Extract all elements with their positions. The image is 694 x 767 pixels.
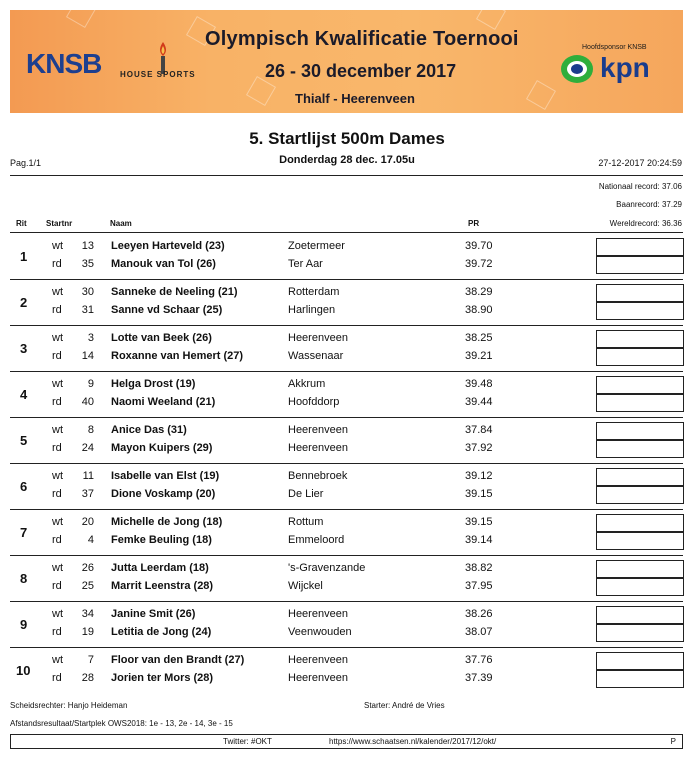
start-number: 31: [81, 304, 94, 316]
skater-name: Helga Drost (19): [111, 378, 196, 390]
skater-club: Heerenveen: [288, 424, 348, 436]
skater-name: Sanneke de Neeling (21): [111, 286, 238, 298]
result-box: [596, 468, 684, 486]
skater-name: Sanne vd Schaar (25): [111, 304, 223, 316]
print-date: 27-12-2017 20:24:59: [598, 158, 682, 168]
world-record: Wereldrecord: 36.36: [609, 219, 682, 228]
start-number: 19: [81, 626, 94, 638]
skater-club: Akkrum: [288, 378, 326, 390]
skater-name: Manouk van Tol (26): [111, 258, 216, 270]
personal-record: 39.70: [465, 240, 493, 252]
skater-club: Heerenveen: [288, 442, 348, 454]
starter: Starter: André de Vries: [364, 701, 445, 710]
rit-divider: [10, 325, 683, 326]
skater-club: Emmeloord: [288, 534, 345, 546]
personal-record: 39.12: [465, 470, 493, 482]
house-of-sports-logo: HOUSE SPORTS: [120, 40, 220, 90]
skater-club: Hoofddorp: [288, 396, 340, 408]
track-record: Baanrecord: 37.29: [616, 200, 682, 209]
lane-label: rd: [52, 350, 62, 362]
personal-record: 37.39: [465, 672, 493, 684]
page-title: 5. Startlijst 500m Dames: [249, 129, 445, 148]
rit-divider: [10, 601, 683, 602]
start-number: 9: [87, 378, 94, 390]
start-number: 20: [81, 516, 94, 528]
divider: [10, 175, 683, 176]
rit-divider: [10, 371, 683, 372]
rit-block: [10, 555, 683, 601]
skater-name: Mayon Kuipers (29): [111, 442, 213, 454]
skater-club: Ter Aar: [288, 258, 323, 270]
personal-record: 37.76: [465, 654, 493, 666]
skater-club: Rottum: [288, 516, 324, 528]
skater-club: 's-Gravenzande: [288, 562, 366, 574]
lane-label: wt: [52, 286, 63, 298]
skater-club: Wijckel: [288, 580, 323, 592]
start-number: 11: [82, 470, 94, 482]
rit-divider: [10, 417, 683, 418]
start-number: 34: [81, 608, 94, 620]
start-number: 24: [81, 442, 94, 454]
rit-number: 9: [20, 617, 28, 632]
skater-club: Veenwouden: [288, 626, 352, 638]
rit-block: [10, 233, 683, 279]
start-number: 8: [87, 424, 94, 436]
rit-number: 3: [20, 341, 28, 356]
personal-record: 38.90: [465, 304, 493, 316]
skater-name: Janine Smit (26): [111, 608, 196, 620]
skater-name: Dione Voskamp (20): [111, 488, 216, 500]
result-box: [596, 348, 684, 366]
rit-number: 6: [20, 479, 28, 494]
start-number: 28: [81, 672, 94, 684]
result-box: [596, 578, 684, 596]
lane-label: rd: [52, 580, 62, 592]
rit-block: [10, 601, 683, 647]
start-number: 35: [81, 258, 94, 270]
lane-label: rd: [52, 534, 62, 546]
banner-title: Olympisch Kwalificatie Toernooi: [205, 28, 519, 50]
lane-label: wt: [52, 240, 63, 252]
skater-club: Heerenveen: [288, 608, 348, 620]
torch-icon: [155, 40, 171, 74]
skater-name: Michelle de Jong (18): [111, 516, 223, 528]
lane-label: rd: [52, 672, 62, 684]
start-number: 40: [81, 396, 94, 408]
start-number: 25: [81, 580, 94, 592]
referee: Scheidsrechter: Hanjo Heideman: [10, 701, 128, 710]
kpn-logo: kpn: [600, 52, 650, 83]
result-box: [596, 560, 684, 578]
footer-p: P: [670, 737, 676, 746]
lane-label: wt: [52, 470, 63, 482]
skater-name: Naomi Weeland (21): [111, 396, 216, 408]
footer-url[interactable]: https://www.schaatsen.nl/kalender/2017/12/okt/: [329, 737, 497, 746]
result-box: [596, 422, 684, 440]
skater-name: Floor van den Brandt (27): [111, 654, 245, 666]
column-header-startnr: Startnr: [46, 219, 73, 228]
national-record: Nationaal record: 37.06: [598, 182, 682, 191]
skater-name: Lotte van Beek (26): [111, 332, 212, 344]
lane-label: wt: [52, 562, 63, 574]
lane-label: wt: [52, 332, 63, 344]
distance-result-info: Afstandsresultaat/Startplek OWS2018: 1e - 13, 2e - 14, 3e - 15: [10, 719, 233, 728]
personal-record: 39.72: [465, 258, 493, 270]
personal-record: 38.29: [465, 286, 493, 298]
result-box: [596, 486, 684, 504]
rit-divider: [10, 279, 683, 280]
skater-name: Jorien ter Mors (28): [111, 672, 214, 684]
lane-label: wt: [52, 608, 63, 620]
skater-name: Letitia de Jong (24): [111, 626, 212, 638]
rit-divider: [10, 647, 683, 648]
skater-name: Leeyen Harteveld (23): [111, 240, 225, 252]
twitter-tag: Twitter: #OKT: [223, 737, 272, 746]
banner-venue: Thialf - Heerenveen: [295, 91, 415, 106]
result-box: [596, 670, 684, 688]
rit-number: 5: [20, 433, 28, 448]
result-box: [596, 238, 684, 256]
personal-record: 37.84: [465, 424, 493, 436]
skater-club: Rotterdam: [288, 286, 340, 298]
skater-name: Isabelle van Elst (19): [111, 470, 220, 482]
column-header-pr: PR: [468, 219, 480, 228]
lane-label: rd: [52, 304, 62, 316]
rit-number: 8: [20, 571, 28, 586]
lane-label: wt: [52, 378, 63, 390]
result-box: [596, 624, 684, 642]
skater-club: Zoetermeer: [288, 240, 345, 252]
skater-name: Jutta Leerdam (18): [111, 562, 209, 574]
sponsor-label: Hoofdsponsor KNSB: [582, 44, 647, 51]
skater-club: Harlingen: [288, 304, 336, 316]
rit-block: [10, 417, 683, 463]
page-subtitle: Donderdag 28 dec. 17.05u: [279, 154, 415, 166]
result-box: [596, 330, 684, 348]
lane-label: wt: [52, 654, 63, 666]
result-box: [596, 284, 684, 302]
personal-record: 38.25: [465, 332, 493, 344]
lane-label: rd: [52, 488, 62, 500]
start-number: 7: [87, 654, 94, 666]
column-header-naam: Naam: [110, 219, 132, 228]
start-number: 37: [81, 488, 94, 500]
result-box: [596, 302, 684, 320]
personal-record: 37.92: [465, 442, 493, 454]
kpn-logo-icon: [558, 52, 596, 86]
skater-club: Heerenveen: [288, 654, 348, 666]
column-header-rit: Rit: [16, 219, 27, 228]
personal-record: 39.48: [465, 378, 493, 390]
start-number: 3: [87, 332, 94, 344]
result-box: [596, 256, 684, 274]
result-box: [596, 376, 684, 394]
skater-club: De Lier: [288, 488, 324, 500]
rit-number: 4: [20, 387, 28, 402]
knsb-logo: KNSB: [26, 48, 102, 79]
result-box: [596, 606, 684, 624]
result-box: [596, 440, 684, 458]
lane-label: rd: [52, 626, 62, 638]
skater-club: Wassenaar: [288, 350, 344, 362]
start-number: 4: [87, 534, 94, 546]
rit-block: [10, 647, 683, 693]
personal-record: 39.15: [465, 516, 493, 528]
rit-number: 1: [20, 249, 28, 264]
personal-record: 38.82: [465, 562, 493, 574]
result-box: [596, 514, 684, 532]
result-box: [596, 394, 684, 412]
lane-label: rd: [52, 396, 62, 408]
skater-name: Anice Das (31): [111, 424, 187, 436]
skater-club: Heerenveen: [288, 332, 348, 344]
rit-block: [10, 371, 683, 417]
footer-bar: [10, 734, 683, 749]
event-banner: [10, 10, 683, 113]
skater-name: Roxanne van Hemert (27): [111, 350, 244, 362]
skater-club: Bennebroek: [288, 470, 348, 482]
start-number: 13: [81, 240, 94, 252]
rit-divider: [10, 463, 683, 464]
lane-label: rd: [52, 442, 62, 454]
personal-record: 39.15: [465, 488, 493, 500]
personal-record: 39.21: [465, 350, 493, 362]
start-number: 14: [81, 350, 94, 362]
lane-label: wt: [52, 516, 63, 528]
personal-record: 37.95: [465, 580, 493, 592]
result-box: [596, 532, 684, 550]
rit-divider: [10, 555, 683, 556]
rit-block: [10, 279, 683, 325]
personal-record: 39.14: [465, 534, 493, 546]
rit-block: [10, 463, 683, 509]
rit-divider: [10, 509, 683, 510]
result-box: [596, 652, 684, 670]
banner-dates: 26 - 30 december 2017: [265, 61, 457, 81]
start-number: 30: [81, 286, 94, 298]
lane-label: rd: [52, 258, 62, 270]
skater-club: Heerenveen: [288, 672, 348, 684]
personal-record: 38.07: [465, 626, 493, 638]
rit-block: [10, 325, 683, 371]
skater-name: Femke Beuling (18): [111, 534, 212, 546]
page-number: Pag.1/1: [10, 158, 42, 168]
rit-number: 10: [16, 663, 31, 678]
rit-number: 7: [20, 525, 28, 540]
skater-name: Marrit Leenstra (28): [111, 580, 214, 592]
personal-record: 38.26: [465, 608, 493, 620]
start-number: 26: [81, 562, 94, 574]
rit-block: [10, 509, 683, 555]
lane-label: wt: [52, 424, 63, 436]
rit-number: 2: [20, 295, 28, 310]
personal-record: 39.44: [465, 396, 493, 408]
